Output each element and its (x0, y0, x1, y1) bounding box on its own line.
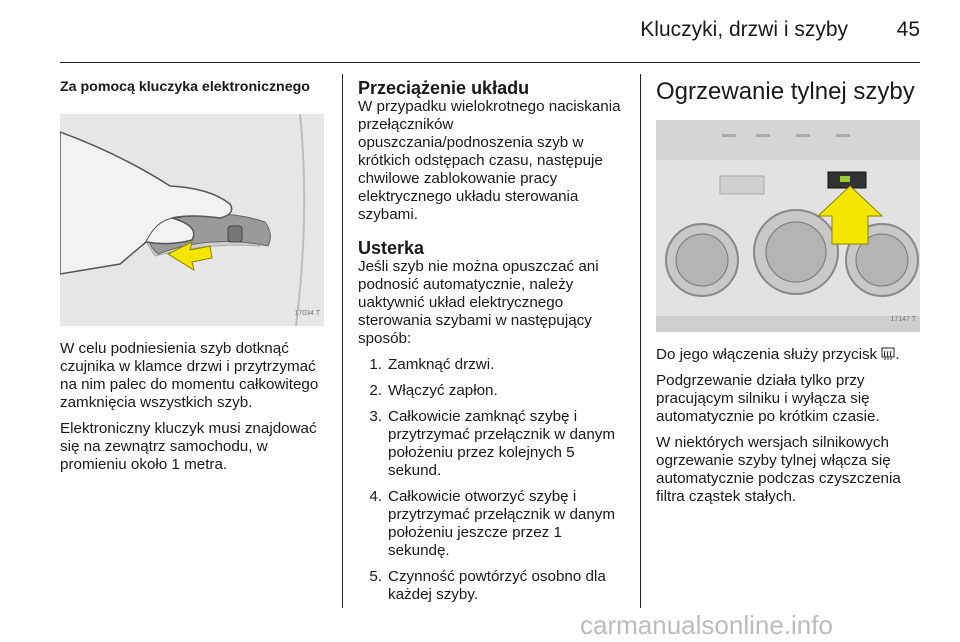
figure-code: 17034 T (294, 310, 320, 317)
column-divider-2 (640, 74, 641, 608)
header-divider (60, 62, 920, 63)
fault-heading: Usterka (358, 238, 425, 258)
climate-panel-drawing (656, 120, 920, 332)
column-rear-window-heating (656, 78, 926, 514)
list-item (358, 488, 626, 560)
step-number: 4. (369, 488, 382, 505)
list-item (358, 568, 626, 604)
fault-paragraph: Jeśli szyb nie można opuszczać ani podnosić automatycznie, należy uaktywnić układ elektrycznego sterowania szybami w następujący sposób: (358, 258, 599, 347)
rear-heating-text: Do jego włączenia służy przycisk (656, 346, 878, 363)
step-number: 2. (369, 382, 382, 399)
list-item (358, 356, 626, 374)
column-overload (358, 78, 626, 612)
step-number: 3. (369, 408, 382, 425)
column-electronic-key (60, 78, 330, 482)
figure-code: 17147 T (890, 316, 916, 323)
list-item (358, 408, 626, 480)
rear-heating-heading: Ogrzewanie tylnej szyby (656, 78, 915, 105)
column-divider-1 (342, 74, 343, 608)
climate-panel-illustration (656, 120, 920, 332)
overload-heading: Przeciążenie układu (358, 78, 530, 98)
step-number: 1. (369, 356, 382, 373)
rear-heating-paragraph-2: Podgrzewanie działa tylko przy pracującym silniku i wyłącza się automatycznie po krótkim czasie. (656, 372, 880, 425)
overload-paragraph: W przypadku wielokrotnego naciskania przełączników opuszczania/podnoszenia szyb w krótkich odstępach czasu, następuje chwilowe zablokowanie pracy elektrycznego układu sterowania szybami. (358, 98, 621, 223)
list-item (358, 382, 626, 400)
step-text: Całkowicie otworzyć szybę i przytrzymać przełącznik w danym położeniu jeszcze przez 1 sekundę. (388, 488, 616, 559)
step-text: Całkowicie zamknąć szybę i przytrzymać przełącznik w danym położeniu przez kolejnych 5 sekund. (388, 408, 616, 479)
step-text: Zamknąć drzwi. (388, 356, 495, 373)
section-title: Kluczyki, drzwi i szyby (640, 18, 848, 41)
rear-heating-paragraph-3: W niektórych wersjach silnikowych ogrzewanie szyby tylnej włącza się automatycznie podczas czyszczenia filtra cząstek stałych. (656, 434, 901, 505)
electronic-key-heading: Za pomocą kluczyka elektronicznego (60, 79, 310, 95)
reset-steps-list (358, 356, 626, 604)
rear-heating-paragraph-1 (656, 346, 926, 364)
step-number: 5. (369, 568, 382, 585)
rear-heating-text-end: . (895, 346, 900, 363)
door-handle-illustration (60, 114, 324, 326)
step-text: Włączyć zapłon. (388, 382, 498, 399)
key-paragraph-2: Elektroniczny kluczyk musi znajdować się na zewnątrz samochodu, w promieniu około 1 metra. (60, 420, 317, 473)
page-number: 45 (896, 18, 920, 41)
step-text: Czynność powtórzyć osobno dla każdej szyby. (388, 568, 606, 603)
rear-window-heater-icon (881, 347, 895, 361)
key-paragraph-1: W celu podniesienia szyb dotknąć czujnika w klamce drzwi i przytrzymać na nim palec do momentu całkowitego zamknięcia wszystkich szyb. (60, 340, 319, 411)
watermark: carmanualsonline.info (580, 610, 833, 640)
door-handle-drawing (60, 114, 324, 326)
